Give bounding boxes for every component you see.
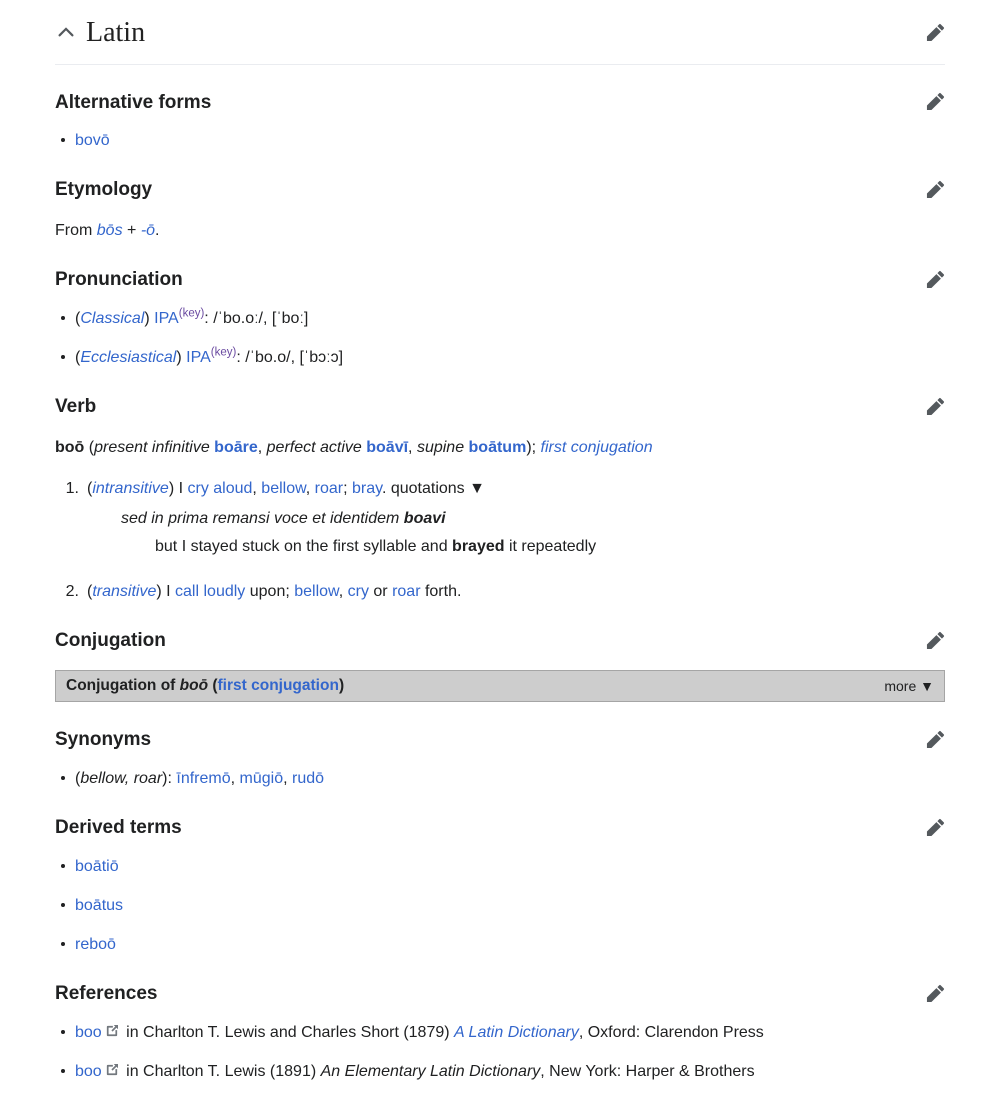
derived-terms-list — [55, 855, 945, 957]
transitive-link[interactable]: transitive — [92, 583, 157, 601]
quotation-latin — [121, 507, 945, 530]
synonyms-heading: Synonyms — [55, 729, 152, 751]
paren: ) — [176, 348, 187, 366]
boatum-link[interactable]: boātum — [468, 438, 527, 456]
pronunciation-classical — [55, 307, 945, 330]
verb-heading: Verb — [55, 395, 97, 417]
edit-pencil-icon[interactable] — [925, 397, 945, 417]
quotation-translation — [155, 535, 945, 558]
section-references — [55, 980, 945, 1008]
boatio-link[interactable]: boātiō — [75, 857, 119, 875]
pronunciation-ecclesiastical — [55, 346, 945, 369]
list-item — [55, 855, 945, 878]
sense-label: bellow, roar — [80, 770, 163, 788]
colon: : — [204, 309, 214, 327]
etymology-text — [55, 219, 945, 242]
section-synonyms — [55, 726, 945, 754]
down-triangle-icon: ▼ — [469, 479, 485, 497]
paren: ( — [75, 348, 81, 366]
external-link-icon — [106, 1021, 118, 1044]
boo-external-link[interactable]: boo — [75, 1023, 102, 1041]
present-infinitive-label: present infinitive — [94, 438, 215, 456]
quotations-label: quotations — [390, 479, 470, 497]
separator: , — [305, 479, 315, 497]
paren: ) — [144, 309, 155, 327]
references-heading: References — [55, 983, 158, 1005]
list-item — [55, 129, 945, 152]
classical-link[interactable]: Classical — [80, 309, 145, 327]
colon: : — [236, 348, 246, 366]
more-toggle[interactable] — [884, 676, 934, 696]
verb-headword-line — [55, 436, 945, 459]
comma: , — [257, 438, 267, 456]
mugio-link[interactable]: mūgiō — [239, 770, 284, 788]
edit-pencil-icon[interactable] — [925, 270, 945, 290]
reference-text: , New York: Harper & Brothers — [540, 1063, 755, 1081]
ipa-link[interactable]: IPA — [154, 309, 179, 327]
paren: ); — [526, 438, 541, 456]
boavi-link[interactable]: boāvī — [366, 438, 409, 456]
period: forth. — [420, 583, 462, 601]
ipa-key-link[interactable]: (key) — [178, 307, 205, 320]
dictionary-title: An Elementary Latin Dictionary — [320, 1063, 541, 1081]
reference-text: in Charlton T. Lewis (1891) — [121, 1063, 321, 1081]
list-item — [55, 933, 945, 956]
first-conjugation-link[interactable]: first conjugation — [540, 438, 653, 456]
bellow-link[interactable]: bellow — [261, 479, 306, 497]
infremo-link[interactable]: īnfremō — [176, 770, 231, 788]
separator: upon; — [245, 583, 295, 601]
separator: , — [252, 479, 262, 497]
conjugation-heading: Conjugation — [55, 630, 166, 652]
ecclesiastical-link[interactable]: Ecclesiastical — [80, 348, 177, 366]
period: . — [381, 479, 391, 497]
separator: , — [283, 770, 292, 788]
separator: ; — [343, 479, 353, 497]
alternative-forms-heading: Alternative forms — [55, 91, 212, 113]
call-loudly-link[interactable]: call loudly — [175, 583, 246, 601]
reference-item — [55, 1021, 945, 1044]
separator: , — [338, 583, 348, 601]
section-conjugation — [55, 627, 945, 655]
reference-text: in Charlton T. Lewis and Charles Short (1879) — [121, 1023, 455, 1041]
quotation-block — [121, 507, 945, 558]
boo-external-link[interactable]: boo — [75, 1063, 102, 1081]
definition-1 — [55, 477, 945, 572]
definition-2 — [55, 580, 945, 603]
synonyms-list — [55, 767, 945, 790]
section-pronunciation — [55, 266, 945, 294]
edit-pencil-icon[interactable] — [925, 23, 945, 43]
definition-number: 1. — [65, 479, 79, 497]
roar-link[interactable]: roar — [392, 583, 421, 601]
paren: ( — [84, 438, 95, 456]
supine-label: supine — [416, 438, 469, 456]
etymology-prefix: From — [55, 221, 97, 239]
pronunciation-list — [55, 307, 945, 369]
reference-text: , Oxford: Clarendon Press — [578, 1023, 764, 1041]
reboo-link[interactable]: reboō — [75, 936, 116, 954]
quotations-toggle[interactable] — [391, 480, 485, 497]
pronunciation-heading: Pronunciation — [55, 269, 183, 291]
edit-pencil-icon[interactable] — [925, 984, 945, 1004]
cry-link[interactable]: cry — [347, 583, 369, 601]
section-etymology — [55, 176, 945, 204]
list-item — [55, 894, 945, 917]
quote-highlight: boavi — [403, 509, 446, 527]
reference-item — [55, 1060, 945, 1083]
separator: or — [368, 583, 393, 601]
external-link-icon — [106, 1060, 118, 1083]
title-text: Conjugation of — [66, 677, 180, 695]
roar-link[interactable]: roar — [314, 479, 344, 497]
references-list — [55, 1021, 945, 1083]
ipa-value: /ˈbo.o/, [ˈbɔːɔ] — [245, 348, 344, 366]
definition-text: I — [178, 479, 188, 497]
alternative-forms-list — [55, 129, 945, 152]
edit-pencil-icon[interactable] — [925, 180, 945, 200]
conjugation-table-title — [66, 675, 344, 697]
paren: ) — [156, 583, 167, 601]
definition-number: 2. — [65, 583, 79, 601]
o-suffix-link[interactable]: -ō — [140, 221, 156, 239]
rudo-link[interactable]: rudō — [291, 770, 325, 788]
bray-link[interactable]: bray — [352, 479, 382, 497]
quote-text: but I stayed stuck on the first syllable and — [155, 538, 453, 556]
lemma: boō — [55, 438, 85, 456]
first-conjugation-link[interactable]: first conjugation — [217, 677, 339, 695]
perfect-active-label: perfect active — [266, 438, 367, 456]
comma: , — [408, 438, 417, 456]
boatus-link[interactable]: boātus — [75, 896, 124, 914]
conjugation-table-header[interactable] — [55, 670, 945, 702]
plus-sign: + — [122, 221, 141, 239]
paren: ( — [87, 479, 93, 497]
synonyms-item — [55, 767, 945, 790]
edit-pencil-icon[interactable] — [925, 631, 945, 651]
intransitive-link[interactable]: intransitive — [92, 479, 169, 497]
section-verb — [55, 393, 945, 421]
paren: ( — [75, 309, 81, 327]
boare-link[interactable]: boāre — [214, 438, 258, 456]
lemma: boō — [179, 677, 209, 695]
language-section-header — [55, 0, 945, 65]
section-derived-terms — [55, 814, 945, 842]
definition-text: I — [166, 583, 176, 601]
language-title: Latin — [86, 17, 146, 48]
a-latin-dictionary-link[interactable]: A Latin Dictionary — [454, 1023, 579, 1041]
paren: ): — [162, 770, 177, 788]
more-label: more — [884, 678, 921, 695]
quote-highlight: brayed — [452, 538, 505, 556]
etymology-heading: Etymology — [55, 179, 153, 201]
edit-pencil-icon[interactable] — [925, 818, 945, 838]
edit-pencil-icon[interactable] — [925, 92, 945, 112]
down-triangle-icon: ▼ — [920, 678, 934, 695]
paren: ( — [75, 770, 81, 788]
paren: ) — [338, 677, 345, 695]
quote-text: it repeatedly — [504, 538, 597, 556]
collapse-chevron-icon[interactable] — [55, 22, 77, 44]
bovo-link[interactable]: bovō — [75, 132, 110, 150]
definitions-list — [55, 477, 945, 604]
quote-text: sed in prima remansi voce et identidem — [121, 509, 404, 527]
edit-pencil-icon[interactable] — [925, 730, 945, 750]
ipa-key-link[interactable]: (key) — [210, 346, 237, 359]
ipa-link[interactable]: IPA — [186, 348, 211, 366]
bos-link[interactable]: bōs — [96, 221, 123, 239]
derived-terms-heading: Derived terms — [55, 817, 182, 839]
ipa-value: /ˈbo.oː/, [ˈboː] — [213, 309, 309, 327]
page-content — [55, 0, 945, 1083]
separator: , — [230, 770, 240, 788]
bellow-link[interactable]: bellow — [294, 583, 339, 601]
paren: ) — [168, 479, 179, 497]
section-alternative-forms — [55, 89, 945, 117]
period: . — [155, 221, 160, 239]
paren: ( — [87, 583, 93, 601]
cry-aloud-link[interactable]: cry aloud — [187, 479, 253, 497]
paren: ( — [208, 677, 218, 695]
